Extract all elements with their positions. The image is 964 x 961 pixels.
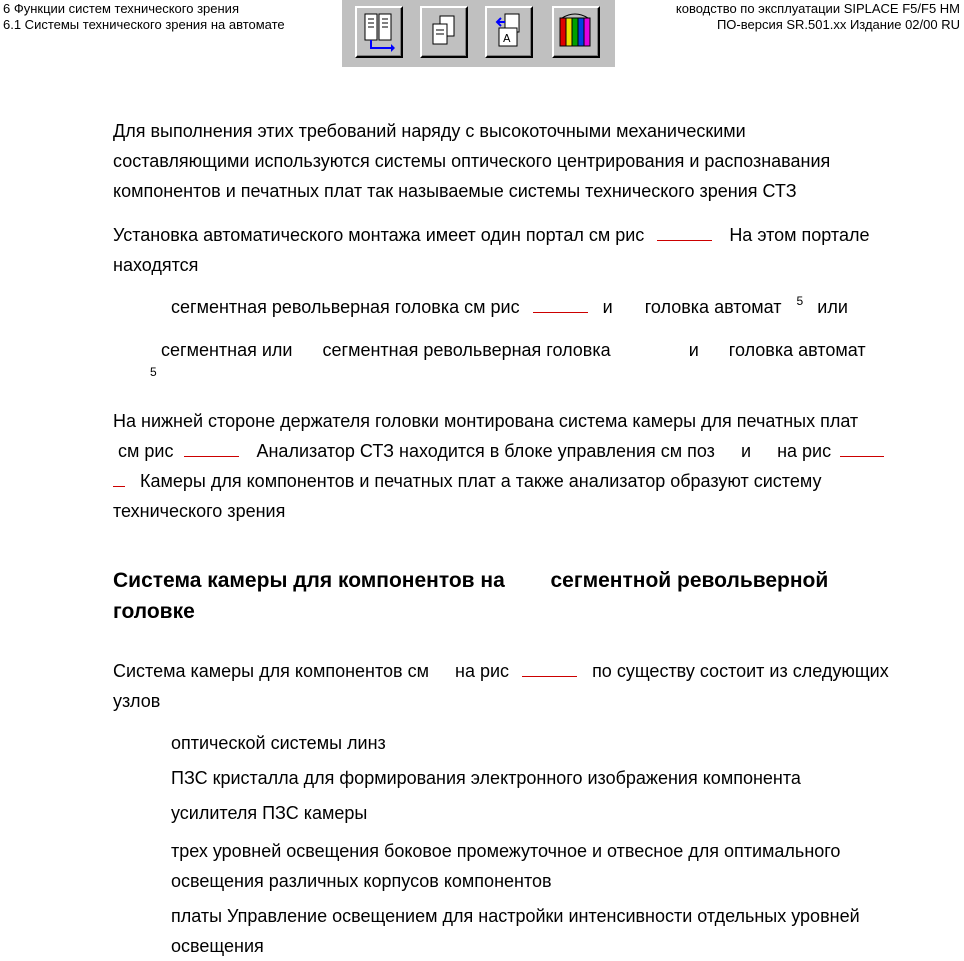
paragraph-text: Система камеры для компонентов см [113, 661, 429, 681]
footnote-marker: 5 [150, 365, 157, 379]
list-item-text: сегментная револьверная головка [322, 340, 611, 360]
header-section: 6.1 Системы технического зрения на автомате [3, 17, 285, 32]
paragraph-text: Анализатор СТЗ находится в блоке управления см поз [256, 441, 715, 461]
library-button[interactable] [552, 6, 600, 58]
list-item-text: головка автомат [728, 340, 866, 360]
figure-link[interactable] [533, 312, 588, 313]
section-heading [113, 566, 828, 596]
svg-text:A: A [503, 32, 511, 45]
header-version: ПО-версия SR.501.xx Издание 02/00 RU [716, 17, 960, 32]
header-manual-title: ководство по эксплуатации SIPLACE F5/F5 HM [675, 1, 960, 16]
list-item: оптической системы линз [171, 733, 386, 753]
figure-link[interactable] [113, 486, 125, 487]
list-item: усилителя ПЗС камеры [171, 803, 368, 823]
list-item: ПЗС кристалла для формирования электронного изображения компонента [171, 768, 801, 788]
header-chapter: 6 Функции систем технического зрения [3, 1, 239, 16]
list-item: трех уровней освещения боковое промежуточное и отвесное для оптимального [171, 841, 841, 861]
list-item-text: или [817, 297, 848, 317]
paragraph-line [118, 436, 884, 466]
navigation-toolbar [342, 0, 615, 67]
pages-icon [422, 8, 466, 56]
contents-icon [357, 8, 401, 56]
list-item: платы Управление освещением для настройки интенсивности отдельных уровней [171, 906, 860, 926]
paragraph-line: технического зрения [113, 501, 286, 521]
figure-link[interactable] [522, 676, 577, 677]
paragraph-text: на рис [777, 441, 832, 461]
section-heading: головке [113, 600, 195, 623]
paragraph-text: На этом портале [729, 225, 870, 245]
heading-text: Система камеры для компонентов на [113, 569, 505, 592]
paragraph-text: см рис [118, 441, 174, 461]
paragraph-line: составляющими используются системы оптического центрирования и распознавания [113, 151, 831, 171]
paragraph-line [113, 220, 869, 250]
figure-link[interactable] [657, 240, 712, 241]
paragraph-line [113, 656, 889, 686]
list-item-text: сегментная или [161, 340, 293, 360]
heading-text: сегментной револьверной [550, 569, 829, 592]
paragraph-line: узлов [113, 691, 161, 711]
footnote-marker: 5 [796, 294, 804, 308]
paragraph-line: находятся [113, 255, 199, 275]
list-item-text: и [602, 297, 613, 317]
list-item: освещения [171, 936, 264, 956]
pages-button[interactable] [420, 6, 468, 58]
paragraph-text: Камеры для компонентов и печатных плат а также анализатор образуют систему [140, 471, 822, 491]
back-icon [487, 8, 531, 56]
paragraph-text: по существу состоит из следующих [592, 661, 889, 681]
back-button[interactable] [485, 6, 533, 58]
paragraph-text: на рис [455, 661, 510, 681]
contents-button[interactable] [355, 6, 403, 58]
paragraph-line [113, 466, 821, 496]
books-icon [554, 8, 598, 56]
list-item-text: и [688, 340, 699, 360]
figure-link[interactable] [840, 456, 884, 457]
list-item-text: головка автомат [644, 297, 782, 317]
list-item: освещения различных корпусов компонентов [171, 871, 552, 891]
figure-link[interactable] [184, 456, 239, 457]
paragraph-line: На нижней стороне держателя головки монтирована система камеры для печатных плат [113, 411, 859, 431]
paragraph-line: Для выполнения этих требований наряду с высокоточными механическими [113, 121, 746, 141]
list-item [171, 292, 848, 322]
paragraph-text: Установка автоматического монтажа имеет один портал см рис [113, 225, 645, 245]
list-item [161, 335, 866, 365]
paragraph-line: компонентов и печатных плат так называемые системы технического зрения СТЗ [113, 181, 797, 201]
paragraph-text: и [740, 441, 752, 461]
list-item-text: сегментная револьверная головка см рис [171, 297, 520, 317]
